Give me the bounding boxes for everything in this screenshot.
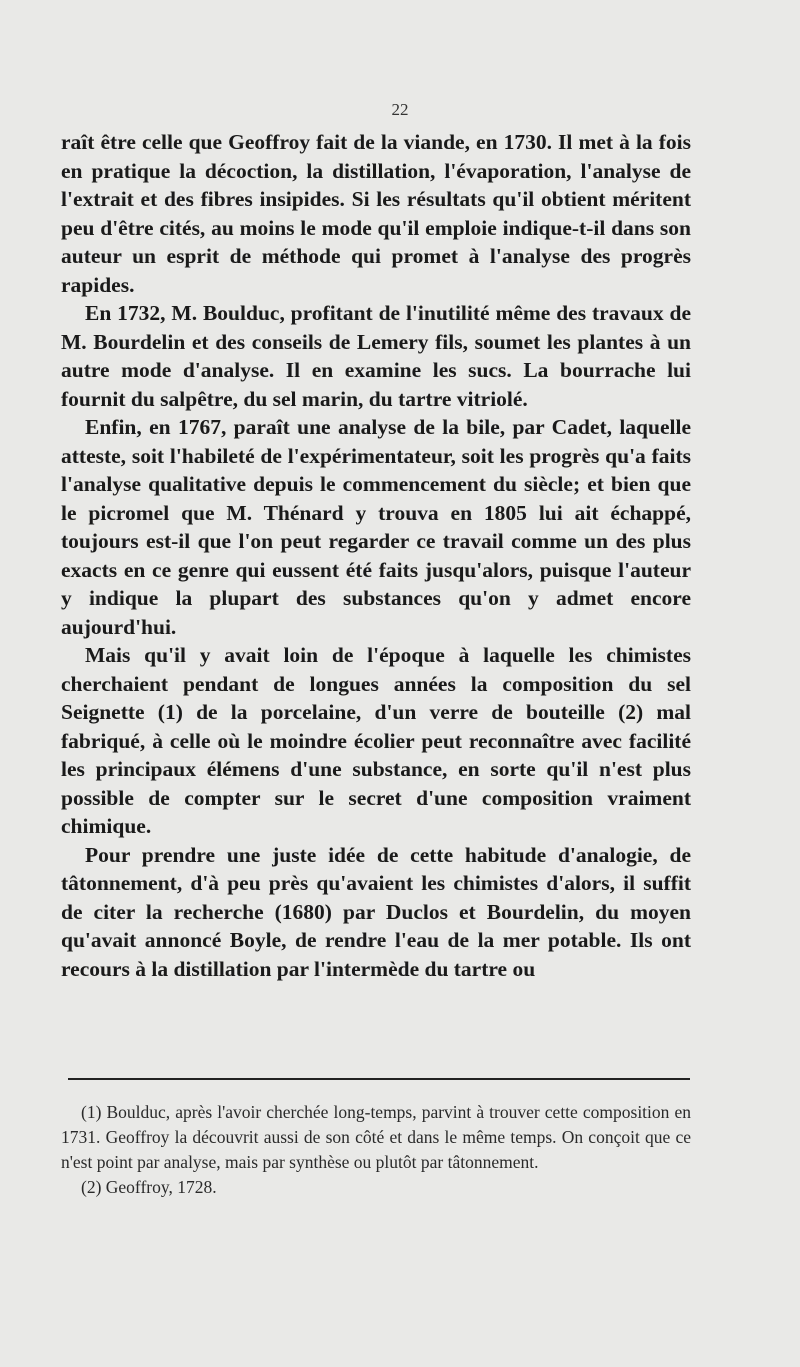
page-number: 22 xyxy=(391,100,409,119)
paragraph-3: Enfin, en 1767, paraît une analyse de la bile, par Cadet, laquelle atteste, soit l'habileté de l'expérimentateur, soit les progrès qu'a faits l'analyse qualitative depuis le commencement du siècle; et bien que le picromel que M. Thénard y trouva en 1805 lui ait échappé, toujours est-il que l'on peut regarder ce travail comme un des plus exacts en ce genre qui eussent été faits jusqu'alors, puisque l'auteur y indique la plupart des substances qu'on y admet encore aujourd'hui. xyxy=(61,415,691,639)
paragraph-1: raît être celle que Geoffroy fait de la viande, en 1730. Il met à la fois en pratique la décoction, la distillation, l'évaporation, l'analyse de l'extrait et des fibres insipides. Si les résultats qu'il obtient méritent peu d'être cités, au moins le mode qu'il emploie indique-t-il dans son auteur un esprit de méthode qui promet à l'analyse des progrès rapides. xyxy=(61,130,691,297)
paragraph-2: En 1732, M. Boulduc, profitant de l'inutilité même des travaux de M. Bourdelin et des conseils de Lemery fils, soumet les plantes à un autre mode d'analyse. Il en examine les sucs. La bourrache lui fournit du salpêtre, du sel marin, du tartre vitriolé. xyxy=(61,301,691,411)
paragraph-4: Mais qu'il y avait loin de l'époque à laquelle les chimistes cherchaient pendant de longues années la composition du sel Seignette (1) de la porcelaine, d'un verre de bouteille (2) mal fabriqué, à celle où le moindre écolier peut reconnaître avec facilité les principaux élémens d'une substance, en sorte qu'il n'est plus possible de compter sur le secret d'une composition vraiment chimique. xyxy=(61,643,691,838)
footnotes xyxy=(61,1100,691,1200)
main-text xyxy=(61,128,691,983)
footnote-2: (2) Geoffroy, 1728. xyxy=(81,1177,217,1197)
paragraph-5: Pour prendre une juste idée de cette habitude d'analogie, de tâtonnement, d'à peu près qu'avaient les chimistes d'alors, il suffit de citer la recherche (1680) par Duclos et Bourdelin, du moyen qu'avait annoncé Boyle, de rendre l'eau de la mer potable. Ils ont recours à la distillation par l'intermède du tartre ou xyxy=(61,842,691,981)
footnote-divider xyxy=(68,1078,690,1080)
footnote-1: (1) Boulduc, après l'avoir cherchée long-temps, parvint à trouver cette composition en 1731. Geoffroy la découvrit aussi de son côté et dans le même temps. On conçoit que ce n'est point par analyse, mais par synthèse ou plutôt par tâtonnement. xyxy=(61,1102,691,1172)
